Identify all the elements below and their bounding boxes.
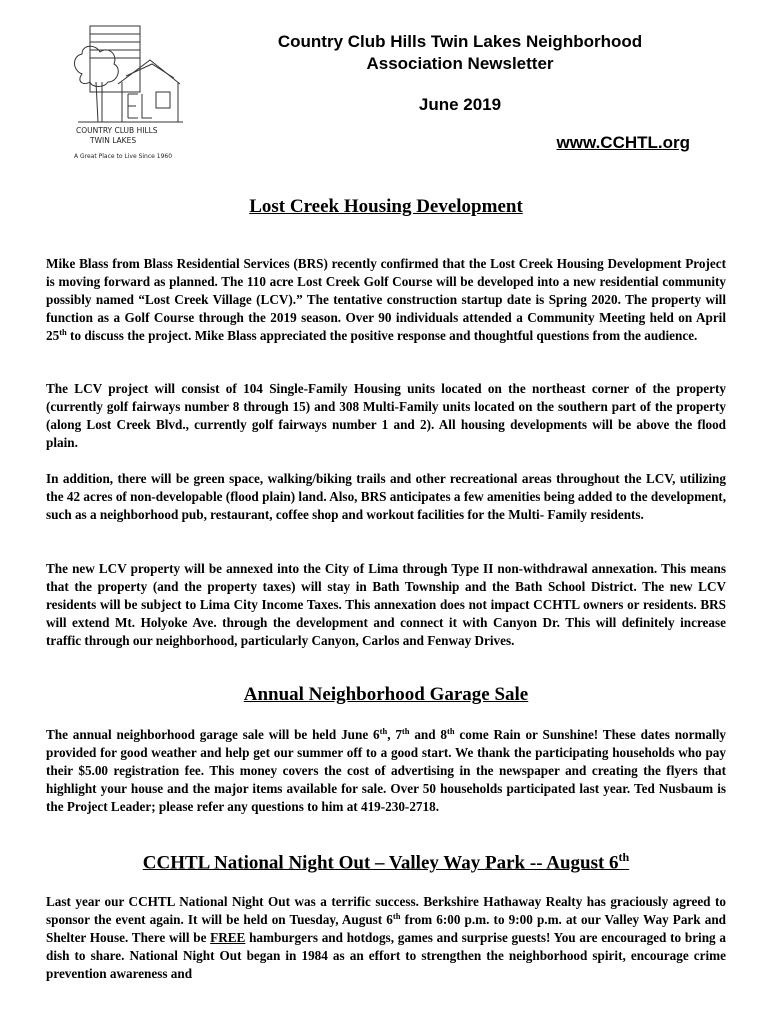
heading-national-night-out: CCHTL National Night Out – Valley Way Park -- August 6th <box>142 850 630 874</box>
garage-sale-paragraph: The annual neighborhood garage sale will be held June 6th, 7th and 8th come Rain or Sunshine! These dates normally provided for good weather and help get our summer off to a good start. We thank the participating households who pay their $5.00 registration fee. This money covers the cost of advertising in the newspaper and creating the flyers that highlight your house and the major items available for sale. Over 50 households participated last year. Ted Nusbaum is the Project Leader; please refer any questions to him at 419-230-2718. <box>46 726 726 814</box>
newsletter-title-line1: Country Club Hills Twin Lakes Neighborhood <box>277 32 643 51</box>
heading-garage-sale: Annual Neighborhood Garage Sale <box>243 684 529 705</box>
lost-creek-paragraph-1: Mike Blass from Blass Residential Services (BRS) recently confirmed that the Lost Creek Housing Development Project is moving forward as planned. The 110 acre Lost Creek Golf Course will be developed into a new residential community possibly named “Lost Creek Village (LCV).” The tentative construction startup date is Spring 2020. The property will function as a Golf Course through the 2019 season. Over 90 individuals attended a Community Meeting held on April 25th to discuss the project. Mike Blass appreciated the positive response and thoughtful questions from the audience. <box>46 256 726 343</box>
lost-creek-paragraph-2: The LCV project will consist of 104 Single-Family Housing units located on the northeast corner of the property (currently golf fairways number 8 through 15) and 308 Multi-Family units located on the southern part of the property (along Lost Creek Blvd., currently golf fairways number 1 and 2). All housing developments will be above the flood plain. <box>46 381 726 450</box>
night-out-paragraph: Last year our CCHTL National Night Out was a terrific success. Berkshire Hathaway Realty has graciously agreed to sponsor the event again. It will be held on Tuesday, August 6th from 6:00 p.m. to 9:00 p.m. at our Valley Way Park and Shelter House. There will be FREE hamburgers and hotdogs, games and surprise guests! You are encouraged to bring a dish to share. National Night Out began in 1984 as an effort to strengthen the neighborhood spirit, encourage crime prevention awareness and <box>46 894 726 981</box>
lost-creek-paragraph-3: In addition, there will be green space, walking/biking trails and other recreational areas throughout the LCV, utilizing the 42 acres of non-developable (flood plain) land. Also, BRS anticipates a few amenities being added to the development, such as a neighborhood pub, restaurant, coffee shop and workout facilities for the Multi- Family residents. <box>46 471 726 522</box>
heading-lost-creek: Lost Creek Housing Development <box>249 196 523 217</box>
logo-name-line2: TWIN LAKES <box>90 136 137 145</box>
newsletter-title-line2: Association Newsletter <box>366 54 554 73</box>
website-link[interactable]: www.CCHTL.org <box>556 133 690 152</box>
logo-tagline: A Great Place to Live Since 1960 <box>74 153 173 160</box>
association-logo <box>68 22 186 167</box>
logo-name-line1: COUNTRY CLUB HILLS <box>76 126 158 135</box>
issue-date: June 2019 <box>418 95 502 114</box>
lost-creek-paragraph-4: The new LCV property will be annexed into the City of Lima through Type II non-withdrawal annexation. This means that the property (and the property taxes) will stay in Bath Township and the Bath School District. The new LCV residents will be subject to Lima City Income Taxes. This annexation does not impact CCHTL owners or residents. BRS will extend Mt. Holyoke Ave. through the development and connect it with Canyon Dr. This will definitely increase traffic through our neighborhood, particularly Canyon, Carlos and Fenway Drives. <box>46 561 726 648</box>
